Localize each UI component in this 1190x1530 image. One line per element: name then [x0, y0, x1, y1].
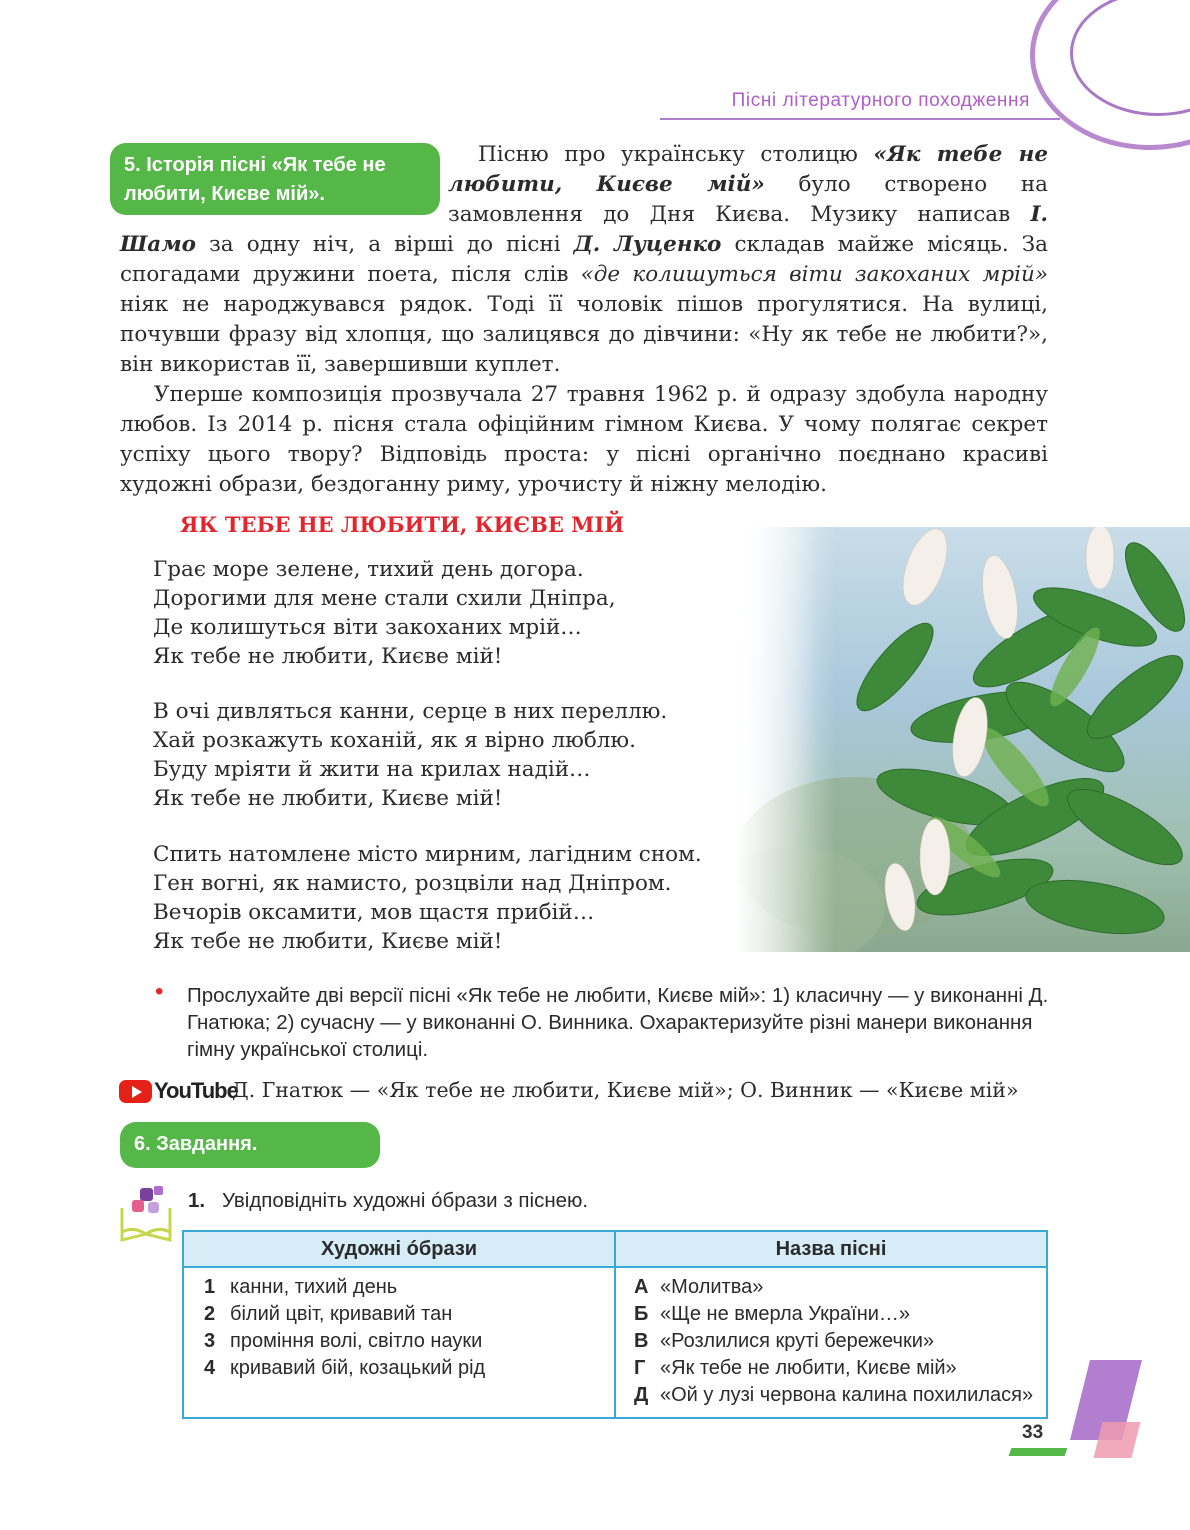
- youtube-wordmark: YouTube: [154, 1078, 238, 1103]
- stanza-line: Ген вогні, як намисто, розцвіли над Дніпром.: [153, 871, 672, 896]
- stanza-line: Де колишуться віти закоханих мрій…: [153, 615, 582, 640]
- songs-cell: [615, 1267, 1047, 1418]
- poet-name: Д. Луценко: [573, 232, 722, 257]
- col-header-song-name: Назва пісні: [615, 1231, 1047, 1267]
- task-number: 1.: [188, 1189, 206, 1212]
- chestnut-blossom-photo: [735, 527, 1190, 952]
- stanza-line: Як тебе не любити, Києве мій!: [153, 644, 503, 669]
- image-item-4: 4 кривавий бій, козацький рід: [204, 1357, 486, 1379]
- listen-task: Прослухайте дві версії пісні «Як тебе не любити, Києве мій»: 1) класичну — у виконанні Д. Гнатюка; 2) сучасну — у виконанні О. Винника. Охарактеризуйте різні манери виконання гімну української столиці.: [187, 984, 1049, 1061]
- task-book-icon: [118, 1186, 176, 1244]
- stanza-line: Дорогими для мене стали схили Дніпра,: [153, 586, 616, 611]
- song-reference: «Як тебе не любити, Києве мій»: [448, 142, 1048, 197]
- page-number: 33: [1022, 1422, 1044, 1443]
- youtube-logo[interactable]: [119, 1078, 238, 1104]
- stanza-3: [153, 840, 702, 956]
- chestnut-illustration: [735, 527, 1190, 952]
- image-item-3: 3 проміння волі, світло науки: [204, 1330, 483, 1352]
- song-option-d: Г «Як тебе не любити, Києве мій»: [634, 1357, 957, 1379]
- song-option-e: Д «Ой у лузі червона калина похилилася»: [634, 1384, 1034, 1406]
- image-item-2: 2 білий цвіт, кривавий тан: [204, 1303, 453, 1325]
- stanza-line: Буду мріяти й жити на крилах надій…: [153, 757, 591, 782]
- section-5-paragraph-1: Пісню про українську столицю «Як тебе не любити, Києве мій» було створено на замовлення до Дня Києва. Музику написав І. Шамо за одну ніч, а вірші до пісні Д. Луценко складав майже місяць. За спогадами дружини поета, після слів «де колишуться віти закоханих мрій» ніяк не народжувався рядок. Тоді її чоловік пішов прогулятися. На вулиці, почувши фразу від хлопця, що залицявся до дівчини: «Ну як тебе не любити?», він використав її, завершивши куплет.: [120, 142, 1049, 377]
- running-header: Пісні літературного походження: [731, 90, 1030, 111]
- images-cell: [183, 1267, 615, 1418]
- lyric-quote: «де колишуться віти закоханих мрій»: [580, 262, 1048, 287]
- image-item-1: 1 канни, тихий день: [204, 1276, 398, 1298]
- footer-pink-parallelogram: [1094, 1422, 1141, 1458]
- youtube-links[interactable]: Д. Гнатюк — «Як тебе не любити, Києве мій»; О. Винник — «Києве мій»: [232, 1078, 1019, 1102]
- composer-name: І. Шамо: [120, 202, 1048, 257]
- col-header-images: Художні óбрази: [183, 1231, 615, 1267]
- section-5-title: 5. Історія пісні «Як тебе не любити, Києве мій».: [124, 154, 386, 205]
- section-6-title: 6. Завдання.: [134, 1133, 258, 1155]
- stanza-line: Спить натомлене місто мирним, лагідним сном.: [153, 842, 702, 867]
- header-divider: [660, 118, 1060, 120]
- song-option-c: В «Розлилися круті бережечки»: [634, 1330, 934, 1352]
- youtube-play-icon: [119, 1080, 152, 1103]
- stanza-line: Як тебе не любити, Києве мій!: [153, 786, 503, 811]
- listen-bullet: •: [155, 978, 164, 1005]
- stanza-1: [153, 555, 616, 671]
- stanza-line: Хай розкажуть коханій, як я вірно люблю.: [153, 728, 636, 753]
- stanza-2: [153, 697, 667, 813]
- matching-table: [182, 1230, 1048, 1419]
- song-option-b: Б «Ще не вмерла України…»: [634, 1303, 911, 1325]
- stanza-line: В очі дивляться канни, серце в них переллю.: [153, 699, 668, 724]
- stanza-line: Грає море зелене, тихий день догора.: [153, 557, 584, 582]
- song-option-a: А «Молитва»: [634, 1276, 764, 1298]
- section-5-paragraph-2: Уперше композиція прозвучала 27 травня 1962 р. й одразу здобула народну любов. Із 2014 р. пісня стала офіційним гімном Києва. У чому полягає секрет успіху цього твору? Відповідь проста: у пісні органічно поєднано красиві художні образи, бездоганну риму, урочисту й ніжну мелодію.: [120, 382, 1048, 497]
- stanza-line: Вечорів оксамити, мов щастя прибій…: [153, 900, 595, 925]
- song-title: ЯК ТЕБЕ НЕ ЛЮБИТИ, КИЄВЕ МІЙ: [180, 512, 625, 537]
- stanza-line: Як тебе не любити, Києве мій!: [153, 929, 503, 954]
- badge-float-space: [120, 140, 448, 230]
- footer-green-bar: [1009, 1448, 1068, 1456]
- section-6-badge: [120, 1122, 380, 1168]
- task-instruction: Увідповідніть художні óбрази з піснею.: [222, 1189, 589, 1212]
